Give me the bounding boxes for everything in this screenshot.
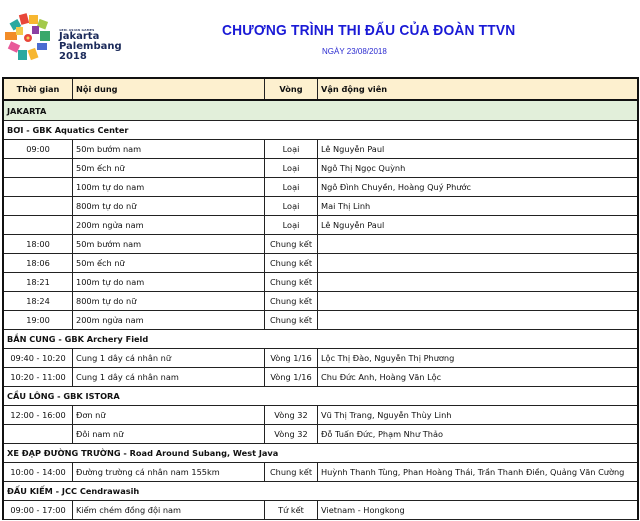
venue-row: [3, 330, 638, 349]
table-row: [3, 425, 638, 444]
cell-content: 50m ếch nữ: [73, 254, 265, 273]
logo-name-line3: 2018: [59, 51, 87, 62]
cell-time: 10:20 - 11:00: [3, 368, 73, 387]
asian-games-emblem-icon: [2, 12, 54, 64]
table-row: [3, 254, 638, 273]
cell-content: 50m bướm nam: [73, 235, 265, 254]
venue-row: [3, 387, 638, 406]
cell-round: Chung kết: [265, 254, 318, 273]
cell-round: Vòng 1/16: [265, 368, 318, 387]
table-row: [3, 349, 638, 368]
cell-round: Loại: [265, 159, 318, 178]
cell-content: Cung 1 dây cá nhân nam: [73, 368, 265, 387]
schedule-table: [2, 77, 639, 520]
table-row: [3, 235, 638, 254]
cell-athletes: Lê Nguyễn Paul: [318, 216, 639, 235]
cell-round: Vòng 32: [265, 406, 318, 425]
cell-content: Kiếm chém đồng đội nam: [73, 501, 265, 520]
asian-games-logo: [2, 8, 122, 68]
cell-time: 09:00 - 17:00: [3, 501, 73, 520]
cell-round: Loại: [265, 197, 318, 216]
table-row: [3, 368, 638, 387]
cell-time: [3, 425, 73, 444]
cell-round: Loại: [265, 178, 318, 197]
table-row: [3, 406, 638, 425]
cell-time: 12:00 - 16:00: [3, 406, 73, 425]
cell-time: 18:24: [3, 292, 73, 311]
page-date: NGÀY 23/08/2018: [322, 47, 387, 56]
cell-content: 800m tự do nữ: [73, 292, 265, 311]
cell-round: Tứ kết: [265, 501, 318, 520]
cell-content: Đơn nữ: [73, 406, 265, 425]
cell-content: 100m tự do nam: [73, 178, 265, 197]
table-row: [3, 311, 638, 330]
cell-athletes: Vũ Thị Trang, Nguyễn Thùy Linh: [318, 406, 639, 425]
page-header: [0, 0, 640, 75]
cell-time: 18:06: [3, 254, 73, 273]
cell-athletes: [318, 311, 639, 330]
cell-athletes: Lê Nguyễn Paul: [318, 140, 639, 159]
cell-content: 800m tự do nữ: [73, 197, 265, 216]
cell-athletes: Huỳnh Thanh Tùng, Phan Hoàng Thái, Trần Thanh Điền, Quảng Văn Cường: [318, 463, 639, 482]
cell-athletes: [318, 292, 639, 311]
logo-subtitle: 18th ASIAN GAMES: [59, 28, 95, 32]
cell-content: 50m ếch nữ: [73, 159, 265, 178]
cell-round: Chung kết: [265, 463, 318, 482]
venue-label: ĐẤU KIẾM - JCC Cendrawasih: [3, 482, 638, 501]
cell-athletes: Đỗ Tuấn Đức, Phạm Như Thảo: [318, 425, 639, 444]
venue-label: CẦU LÔNG - GBK ISTORA: [3, 387, 638, 406]
region-row: [3, 100, 638, 121]
venue-label: XE ĐẠP ĐƯỜNG TRƯỜNG - Road Around Subang, West Java: [3, 444, 638, 463]
column-header-content: Nội dung: [73, 78, 265, 100]
table-row: [3, 197, 638, 216]
table-header-row: [3, 78, 638, 100]
venue-label: BẮN CUNG - GBK Archery Field: [3, 330, 638, 349]
cell-round: Chung kết: [265, 235, 318, 254]
table-row: [3, 178, 638, 197]
cell-athletes: Ngô Thị Ngọc Quỳnh: [318, 159, 639, 178]
venue-label: BƠI - GBK Aquatics Center: [3, 121, 638, 140]
cell-round: Vòng 32: [265, 425, 318, 444]
cell-content: Đôi nam nữ: [73, 425, 265, 444]
table-row: [3, 216, 638, 235]
region-label: JAKARTA: [3, 100, 638, 121]
cell-athletes: Chu Đức Anh, Hoàng Văn Lộc: [318, 368, 639, 387]
logo-name-line1: Jakarta: [59, 31, 100, 42]
cell-time: 19:00: [3, 311, 73, 330]
cell-time: 10:00 - 14:00: [3, 463, 73, 482]
cell-round: Chung kết: [265, 292, 318, 311]
cell-round: Loại: [265, 216, 318, 235]
cell-time: [3, 178, 73, 197]
cell-time: 09:40 - 10:20: [3, 349, 73, 368]
table-row: [3, 273, 638, 292]
page-title: CHƯƠNG TRÌNH THI ĐẤU CỦA ĐOÀN TTVN: [222, 22, 516, 39]
table-row: [3, 159, 638, 178]
column-header-time: Thời gian: [3, 78, 73, 100]
column-header-round: Vòng: [265, 78, 318, 100]
venue-row: [3, 482, 638, 501]
cell-time: 09:00: [3, 140, 73, 159]
cell-time: [3, 197, 73, 216]
table-row: [3, 140, 638, 159]
table-row: [3, 292, 638, 311]
venue-row: [3, 444, 638, 463]
cell-content: Đường trường cá nhân nam 155km: [73, 463, 265, 482]
cell-athletes: [318, 273, 639, 292]
cell-athletes: Vietnam - Hongkong: [318, 501, 639, 520]
cell-time: 18:00: [3, 235, 73, 254]
cell-time: [3, 159, 73, 178]
cell-content: 200m ngửa nam: [73, 311, 265, 330]
cell-round: Vòng 1/16: [265, 349, 318, 368]
table-row: [3, 501, 638, 520]
table-row: [3, 463, 638, 482]
logo-name: [59, 32, 122, 62]
cell-time: [3, 216, 73, 235]
cell-athletes: Ngô Đình Chuyền, Hoàng Quý Phước: [318, 178, 639, 197]
cell-content: 50m bướm nam: [73, 140, 265, 159]
logo-name-line2: Palembang: [59, 41, 122, 52]
cell-content: 100m tự do nam: [73, 273, 265, 292]
cell-time: 18:21: [3, 273, 73, 292]
cell-round: Chung kết: [265, 273, 318, 292]
cell-athletes: [318, 235, 639, 254]
cell-round: Chung kết: [265, 311, 318, 330]
cell-round: Loại: [265, 140, 318, 159]
cell-athletes: Lộc Thị Đào, Nguyễn Thị Phương: [318, 349, 639, 368]
cell-athletes: [318, 254, 639, 273]
cell-content: Cung 1 dây cá nhân nữ: [73, 349, 265, 368]
cell-athletes: Mai Thị Linh: [318, 197, 639, 216]
venue-row: [3, 121, 638, 140]
column-header-athletes: Vận động viên: [318, 78, 639, 100]
cell-content: 200m ngửa nam: [73, 216, 265, 235]
